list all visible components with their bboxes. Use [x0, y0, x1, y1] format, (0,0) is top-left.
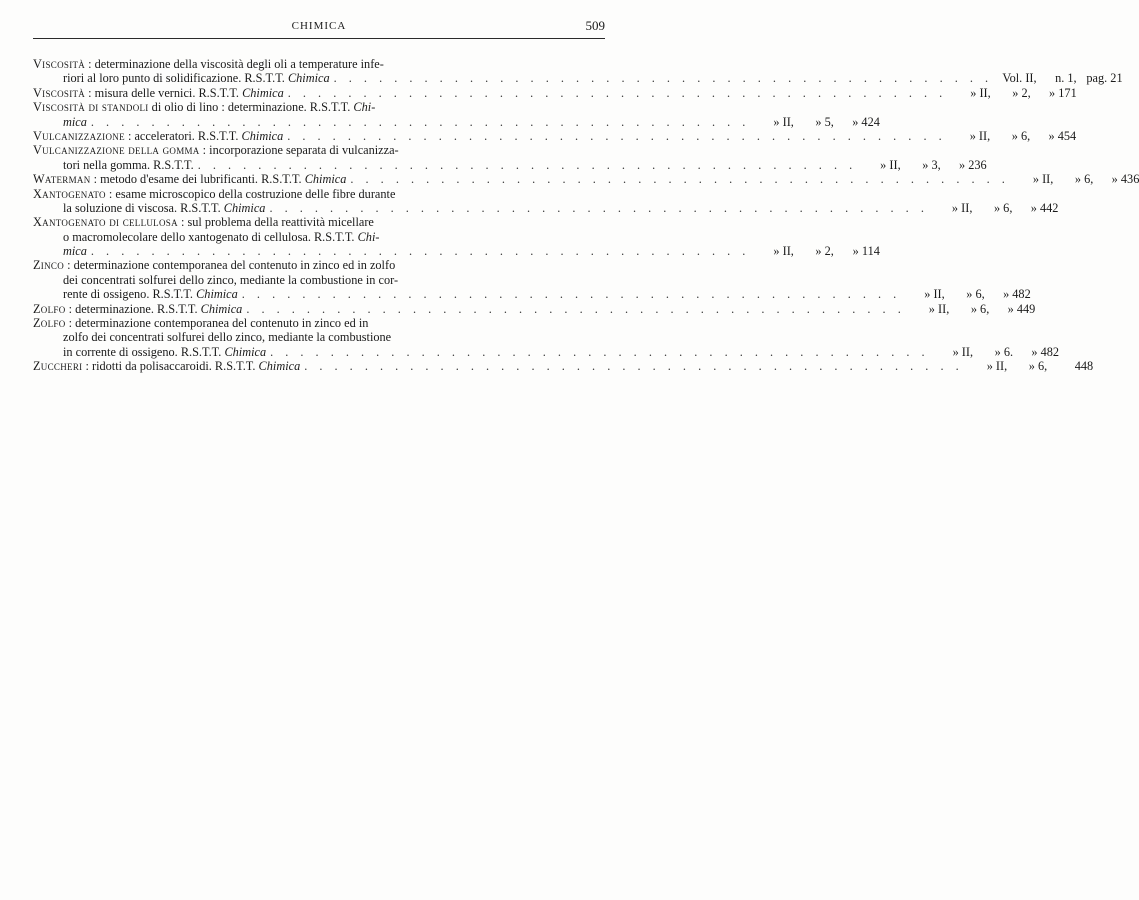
entry-text: tori nella gomma. R.S.T.T. [63, 157, 194, 172]
entry-line [33, 244, 880, 259]
index-entry [33, 316, 1060, 359]
ref-page: » 482 [1003, 287, 1031, 302]
ref-page: » 482 [1031, 344, 1060, 359]
index-entry [33, 359, 1094, 374]
ref-page: » 171 [1049, 85, 1077, 100]
index-entry [33, 143, 987, 172]
entry-line [33, 287, 1031, 302]
journal-name: mica [63, 114, 87, 129]
entry-line [33, 200, 1059, 215]
leader-dots [266, 345, 929, 359]
leader-dots [330, 71, 993, 85]
entry-term: Zuccheri [33, 359, 83, 374]
entry-term: Viscosità [33, 85, 86, 100]
entry-text: Viscosità : misura delle vernici. R.S.T.T. Chimica [33, 85, 284, 100]
entry-text: Zolfo : determinazione contemporanea del contenuto in zinco ed in [33, 316, 369, 331]
ref-page: » 424 [852, 114, 880, 129]
entry-text: Vulcanizzazione della gomma : incorporazione separata di vulcanizza- [33, 143, 399, 158]
entry-text: Viscosità : determinazione della viscosità degli oli a temperature infe- [33, 57, 384, 71]
ref-page: pag. 21 [1086, 71, 1123, 86]
leader-dots [87, 244, 750, 258]
entry-reference [928, 201, 1058, 215]
entry-text: Vulcanizzazione : acceleratori. R.S.T.T. Chimica [33, 128, 284, 143]
entry-text: la soluzione di viscosa. R.S.T.T. Chimica [63, 200, 266, 215]
entry-line [33, 85, 1077, 100]
journal-name: Chi- [353, 100, 376, 115]
entry-text: Viscosità di standoli di olio di lino : determinazione. R.S.T.T. Chi- [33, 100, 376, 115]
leader-dots [194, 158, 857, 172]
ref-page: » 436 [1111, 172, 1139, 187]
ref-volume: » II, [970, 85, 991, 100]
index-entry [33, 186, 1059, 216]
ref-volume: » II, [928, 301, 950, 316]
journal-name: Chimica [242, 85, 284, 100]
ref-volume: » II, [880, 157, 901, 172]
ref-volume: » II, [951, 200, 973, 215]
entry-text: zolfo dei concentrati solfurei dello zinco, mediante la combustione [63, 330, 392, 345]
ref-volume: » II, [773, 244, 794, 259]
entry-reference [901, 287, 1031, 301]
ref-volume: » II, [952, 344, 974, 359]
index-entry [33, 258, 1031, 302]
ref-number: » 6, [1028, 359, 1048, 374]
journal-name: Chimica [287, 71, 330, 86]
ref-volume: » II, [986, 359, 1008, 374]
entry-line [33, 172, 1139, 187]
index-entry [33, 57, 1123, 86]
entry-text: Xantogenato : esame microscopico della costruzione delle fibre durante [33, 186, 396, 201]
entry-term: Vulcanizzazione della gomma [33, 143, 200, 158]
entry-text: in corrente di ossigeno. R.S.T.T. Chimica [63, 344, 267, 359]
journal-name: Chimica [196, 287, 238, 302]
entry-line [33, 230, 605, 244]
entry-reference [750, 244, 880, 258]
ref-number: » 3, [922, 157, 941, 172]
index-entry [33, 172, 1139, 187]
entry-text: Xantogenato di cellulosa : sul problema della reattività micellare [33, 215, 374, 230]
entry-term: Vulcanizzazione [33, 128, 125, 143]
entry-reference [1009, 172, 1139, 186]
ref-number: » 2, [815, 244, 834, 259]
running-header [33, 18, 605, 39]
entry-term: Xantogenato di cellulosa [33, 215, 178, 230]
ref-number: » 2, [1012, 85, 1031, 100]
leader-dots [284, 86, 947, 100]
entry-line [33, 344, 1060, 359]
entry-line [33, 330, 605, 344]
subject-index [33, 57, 1139, 374]
entry-line [33, 301, 1036, 316]
entry-term: Viscosità di standoli [33, 100, 149, 115]
ref-number: » 6. [994, 344, 1014, 359]
ref-page: » 114 [852, 244, 880, 259]
ref-volume: » II, [924, 287, 945, 302]
entry-reference [947, 86, 1077, 100]
ref-number: » 6, [1074, 172, 1094, 187]
entry-reference [929, 345, 1059, 359]
leader-dots [300, 359, 963, 373]
entry-text: rente di ossigeno. R.S.T.T. Chimica [63, 287, 238, 302]
entry-text: Zolfo : determinazione. R.S.T.T. Chimica [33, 301, 243, 316]
ref-page: 448 [1074, 359, 1094, 374]
entry-line [33, 359, 1094, 374]
entry-text: riori al loro punto di solidificazione. R.S.T.T. Chimica [63, 71, 330, 86]
journal-name: Chimica [304, 172, 347, 187]
ref-number: n. 1, [1055, 71, 1077, 86]
index-entry [33, 100, 880, 129]
entry-line [33, 57, 605, 71]
leader-dots [283, 129, 946, 143]
entry-reference [905, 302, 1035, 316]
entry-term: Zinco [33, 258, 65, 273]
journal-name: Chimica [258, 359, 301, 374]
entry-line [33, 143, 605, 157]
ref-volume: Vol. II, [1002, 71, 1037, 86]
ref-number: » 6, [970, 301, 990, 316]
ref-volume: » II, [1032, 172, 1054, 187]
entry-text: Zinco : determinazione contemporanea del contenuto in zinco ed in zolfo [33, 258, 396, 273]
entry-reference [750, 115, 880, 129]
leader-dots [87, 115, 750, 129]
ref-number: » 6, [1011, 128, 1031, 143]
leader-dots [238, 287, 901, 301]
ref-page: » 454 [1048, 128, 1077, 143]
ref-page: » 449 [1007, 301, 1036, 316]
entry-line [33, 258, 605, 272]
journal-name: Chi- [357, 229, 380, 244]
entry-line [33, 100, 605, 114]
entry-line [33, 316, 605, 330]
entry-reference [857, 158, 987, 172]
index-entry [33, 301, 1036, 316]
entry-line [33, 71, 1123, 86]
journal-name: mica [63, 244, 87, 259]
ref-number: » 6, [966, 287, 985, 302]
page-number: 509 [585, 18, 605, 33]
entry-term: Xantogenato [33, 186, 106, 201]
entry-line [33, 215, 605, 229]
entry-term: Zolfo [33, 316, 66, 331]
ref-number: » 5, [815, 114, 834, 129]
entry-text [63, 115, 87, 129]
entry-line [33, 187, 605, 201]
ref-volume: » II, [773, 114, 794, 129]
journal-name: Chimica [200, 301, 243, 316]
entry-term: Viscosità [33, 57, 86, 71]
leader-dots [346, 172, 1009, 186]
entry-line [33, 273, 605, 287]
entry-reference [963, 359, 1093, 373]
entry-text: dei concentrati solfurei dello zinco, mediante la combustione in cor- [63, 272, 399, 287]
ref-number: » 6, [993, 200, 1013, 215]
leader-dots [265, 201, 928, 215]
entry-term: Zolfo [33, 301, 66, 316]
entry-term: Waterman [33, 172, 91, 187]
entry-reference [993, 71, 1123, 85]
entry-line [33, 114, 880, 129]
index-entry [33, 215, 880, 259]
ref-page: » 442 [1030, 200, 1059, 215]
entry-line [33, 157, 987, 172]
index-entry [33, 85, 1077, 100]
entry-text [63, 244, 87, 258]
ref-page: » 236 [959, 157, 987, 172]
entry-line [33, 128, 1077, 143]
leader-dots [242, 302, 905, 316]
entry-reference [946, 129, 1076, 143]
journal-name: Chimica [223, 200, 266, 215]
header-title: CHIMICA [291, 20, 347, 32]
entry-text: Zuccheri : ridotti da polisaccaroidi. R.S.T.T. Chimica [33, 359, 301, 374]
entry-text: Waterman : metodo d'esame dei lubrificanti. R.S.T.T. Chimica [33, 172, 347, 187]
journal-name: Chimica [241, 128, 284, 143]
entry-text: o macromolecolare dello xantogenato di cellulosa. R.S.T.T. Chi- [63, 229, 380, 244]
ref-volume: » II, [969, 128, 991, 143]
index-entry [33, 128, 1077, 143]
journal-name: Chimica [224, 344, 267, 359]
